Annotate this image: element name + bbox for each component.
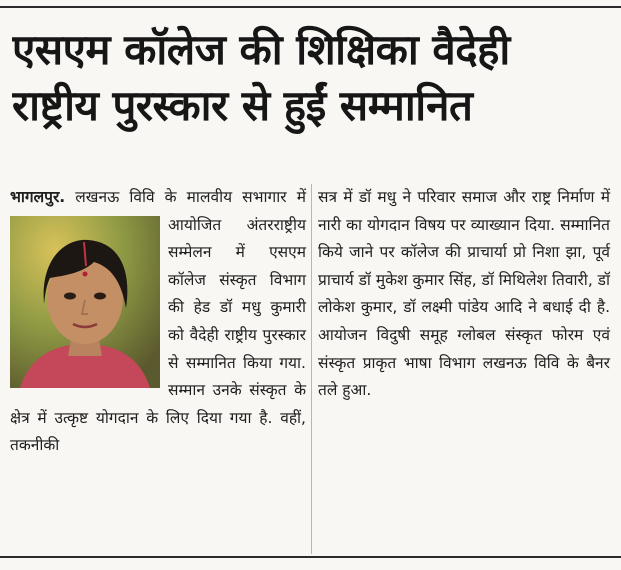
left-rest-text: वैदेही राष्ट्रीय पुरस्कार से सम्मानित किया गया. सम्मान उनके संस्कृत के क्षेत्र में उत्कृष्ट योगदान के लिए दिया गया है. वहीं, तकनीकी — [10, 325, 306, 455]
right-column — [318, 184, 610, 405]
left-wrap-text: अंतरराष्ट्रीय सम्मेलन में एसएम कॉलेज संस्कृत विभाग की हेड डॉ मधु कुमारी को — [168, 215, 306, 344]
portrait-photo — [10, 216, 160, 388]
dateline: भागलपुर. — [10, 188, 66, 206]
headline — [12, 22, 612, 134]
left-column — [10, 184, 306, 460]
headline-line-2: राष्ट्रीय पुरस्कार से हुईं सम्मानित — [12, 81, 473, 130]
left-intro-text: लखनऊ विवि के मालवीय सभागार में आयोजित — [75, 188, 306, 234]
bottom-rule — [0, 556, 621, 558]
portrait-illustration — [10, 216, 160, 388]
top-rule — [0, 6, 621, 8]
right-paragraph: सत्र में डॉ मधु ने परिवार समाज और राष्ट्र निर्माण में नारी का योगदान विषय पर व्याख्यान दिया. सम्मानित किये जाने पर कॉलेज की प्राचार्या प्रो निशा झा, पूर्व प्राचार्य डॉ मुकेश कुमार सिंह, डॉ मिथिलेश तिवारी, डॉ लोकेश कुमार, डॉ लक्ष्मी पांडेय आदि ने बधाई दी है. आयोजन विदुषी समूह ग्लोबल संस्कृत फोरम एवं संस्कृत प्राकृत भाषा विभाग लखनऊ विवि के बैनर तले हुआ. — [318, 188, 610, 400]
column-divider — [311, 184, 312, 554]
left-paragraph — [10, 184, 306, 460]
headline-line-1: एसएम कॉलेज की शिक्षिका वैदेही — [12, 25, 510, 74]
